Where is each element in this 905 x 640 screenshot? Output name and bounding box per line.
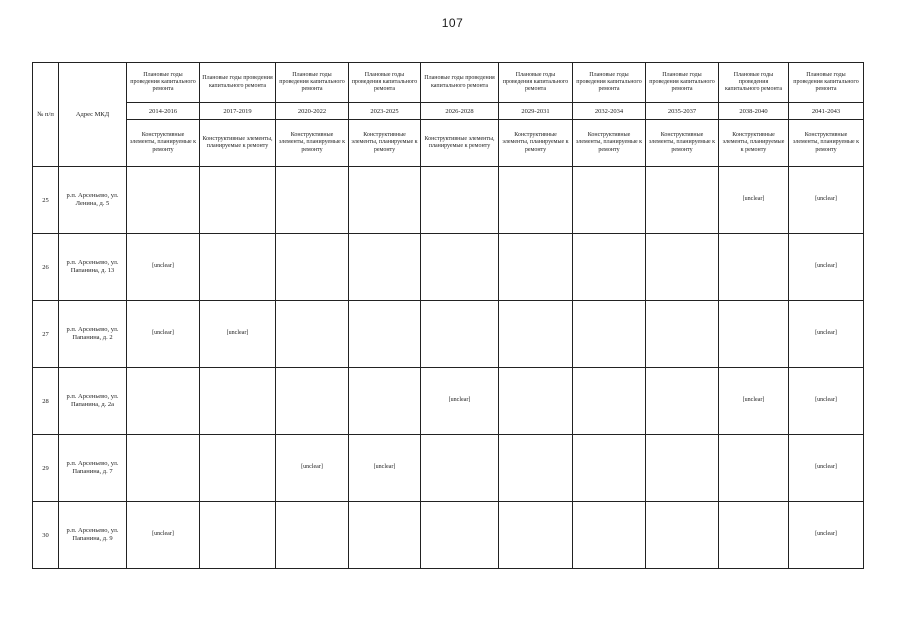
row-address: р.п. Арсеньево, ул. Папанина, д. 2 bbox=[59, 301, 127, 368]
period-title: Плановые годы проведения капитального ремонта bbox=[276, 63, 349, 103]
period-title: Плановые годы проведения капитального ремонта bbox=[719, 63, 789, 103]
repair-cell bbox=[276, 301, 349, 368]
table-header bbox=[33, 63, 864, 167]
repair-cell bbox=[573, 435, 646, 502]
row-address: р.п. Арсеньево, ул. Папанина, д. 9 bbox=[59, 502, 127, 569]
repair-cell: [unclear] bbox=[789, 435, 864, 502]
table-row bbox=[33, 301, 864, 368]
period-years: 2029-2031 bbox=[499, 103, 573, 120]
repair-cell bbox=[349, 368, 421, 435]
period-years: 2020-2022 bbox=[276, 103, 349, 120]
row-number: 29 bbox=[33, 435, 59, 502]
repair-cell bbox=[646, 167, 719, 234]
repair-cell: [unclear] bbox=[719, 167, 789, 234]
repair-cell: [unclear] bbox=[789, 167, 864, 234]
capital-repair-table bbox=[32, 62, 864, 569]
repair-cell: [unclear] bbox=[349, 435, 421, 502]
row-number: 25 bbox=[33, 167, 59, 234]
repair-cell bbox=[719, 435, 789, 502]
row-address: р.п. Арсеньево, ул. Папанина, д. 2а bbox=[59, 368, 127, 435]
period-years: 2023-2025 bbox=[349, 103, 421, 120]
row-address: р.п. Арсеньево, ул. Ленина, д. 5 bbox=[59, 167, 127, 234]
repair-cell bbox=[200, 368, 276, 435]
repair-cell: [unclear] bbox=[127, 301, 200, 368]
repair-cell bbox=[349, 167, 421, 234]
column-header-address: Адрес МКД bbox=[59, 63, 127, 167]
period-title: Плановые годы проведения капитального ремонта bbox=[646, 63, 719, 103]
repair-cell: [unclear] bbox=[127, 234, 200, 301]
repair-cell bbox=[499, 435, 573, 502]
table-row bbox=[33, 435, 864, 502]
table-row bbox=[33, 167, 864, 234]
repair-cell: [unclear] bbox=[789, 234, 864, 301]
repair-cell bbox=[646, 234, 719, 301]
table-body bbox=[33, 167, 864, 569]
repair-cell: [unclear] bbox=[421, 368, 499, 435]
repair-cell bbox=[127, 167, 200, 234]
repair-cell: [unclear] bbox=[127, 502, 200, 569]
repair-cell bbox=[499, 301, 573, 368]
row-address: р.п. Арсеньево, ул. Папанина, д. 7 bbox=[59, 435, 127, 502]
repair-cell bbox=[499, 234, 573, 301]
period-elements-header: Конструктивные элементы, планируемые к ремонту bbox=[646, 120, 719, 167]
repair-cell bbox=[573, 368, 646, 435]
repair-cell bbox=[276, 368, 349, 435]
repair-cell: [unclear] bbox=[719, 368, 789, 435]
repair-cell: [unclear] bbox=[276, 435, 349, 502]
period-elements-header: Конструктивные элементы, планируемые к ремонту bbox=[349, 120, 421, 167]
period-title: Плановые годы проведения капитального ремонта bbox=[499, 63, 573, 103]
repair-cell bbox=[349, 301, 421, 368]
repair-cell bbox=[276, 234, 349, 301]
repair-cell bbox=[421, 234, 499, 301]
period-elements-header: Конструктивные элементы, планируемые к ремонту bbox=[719, 120, 789, 167]
repair-cell bbox=[719, 502, 789, 569]
repair-cell bbox=[646, 435, 719, 502]
repair-cell bbox=[646, 502, 719, 569]
repair-cell bbox=[127, 435, 200, 502]
repair-cell bbox=[421, 502, 499, 569]
period-title: Плановые годы проведения капитального ремонта bbox=[200, 63, 276, 103]
period-years: 2032-2034 bbox=[573, 103, 646, 120]
period-title: Плановые годы проведения капитального ремонта bbox=[421, 63, 499, 103]
period-years: 2014-2016 bbox=[127, 103, 200, 120]
row-number: 28 bbox=[33, 368, 59, 435]
repair-cell bbox=[499, 167, 573, 234]
repair-cell bbox=[499, 502, 573, 569]
row-number: 26 bbox=[33, 234, 59, 301]
repair-cell bbox=[573, 502, 646, 569]
period-title: Плановые годы проведения капитального ремонта bbox=[349, 63, 421, 103]
repair-cell bbox=[200, 502, 276, 569]
repair-cell bbox=[573, 167, 646, 234]
repair-cell bbox=[421, 167, 499, 234]
repair-cell: [unclear] bbox=[789, 368, 864, 435]
page-number: 107 bbox=[441, 16, 464, 30]
repair-cell bbox=[719, 301, 789, 368]
repair-cell bbox=[646, 368, 719, 435]
table-row bbox=[33, 368, 864, 435]
row-number: 27 bbox=[33, 301, 59, 368]
repair-cell bbox=[276, 167, 349, 234]
repair-cell bbox=[646, 301, 719, 368]
period-years: 2041-2043 bbox=[789, 103, 864, 120]
repair-cell bbox=[349, 502, 421, 569]
period-elements-header: Конструктивные элементы, планируемые к ремонту bbox=[127, 120, 200, 167]
period-elements-header: Конструктивные элементы, планируемые к ремонту bbox=[789, 120, 864, 167]
period-title: Плановые годы проведения капитального ремонта bbox=[127, 63, 200, 103]
repair-cell bbox=[349, 234, 421, 301]
repair-cell: [unclear] bbox=[789, 301, 864, 368]
column-header-number: № п/п bbox=[33, 63, 59, 167]
repair-cell bbox=[719, 234, 789, 301]
repair-cell: [unclear] bbox=[200, 301, 276, 368]
period-elements-header: Конструктивные элементы, планируемые к ремонту bbox=[421, 120, 499, 167]
period-years: 2038-2040 bbox=[719, 103, 789, 120]
period-title: Плановые годы проведения капитального ремонта bbox=[573, 63, 646, 103]
period-title: Плановые годы проведения капитального ремонта bbox=[789, 63, 864, 103]
period-years: 2017-2019 bbox=[200, 103, 276, 120]
repair-cell bbox=[421, 435, 499, 502]
period-elements-header: Конструктивные элементы, планируемые к ремонту bbox=[573, 120, 646, 167]
repair-cell bbox=[200, 435, 276, 502]
repair-cell bbox=[200, 167, 276, 234]
repair-cell bbox=[573, 234, 646, 301]
period-years: 2035-2037 bbox=[646, 103, 719, 120]
period-elements-header: Конструктивные элементы, планируемые к ремонту bbox=[276, 120, 349, 167]
table-row bbox=[33, 502, 864, 569]
repair-cell bbox=[200, 234, 276, 301]
period-elements-header: Конструктивные элементы, планируемые к ремонту bbox=[499, 120, 573, 167]
row-address: р.п. Арсеньево, ул. Папанина, д. 13 bbox=[59, 234, 127, 301]
period-years: 2026-2028 bbox=[421, 103, 499, 120]
repair-cell bbox=[127, 368, 200, 435]
repair-cell bbox=[573, 301, 646, 368]
repair-cell: [unclear] bbox=[789, 502, 864, 569]
period-elements-header: Конструктивные элементы, планируемые к ремонту bbox=[200, 120, 276, 167]
repair-cell bbox=[421, 301, 499, 368]
row-number: 30 bbox=[33, 502, 59, 569]
repair-cell bbox=[499, 368, 573, 435]
repair-cell bbox=[276, 502, 349, 569]
table-row bbox=[33, 234, 864, 301]
